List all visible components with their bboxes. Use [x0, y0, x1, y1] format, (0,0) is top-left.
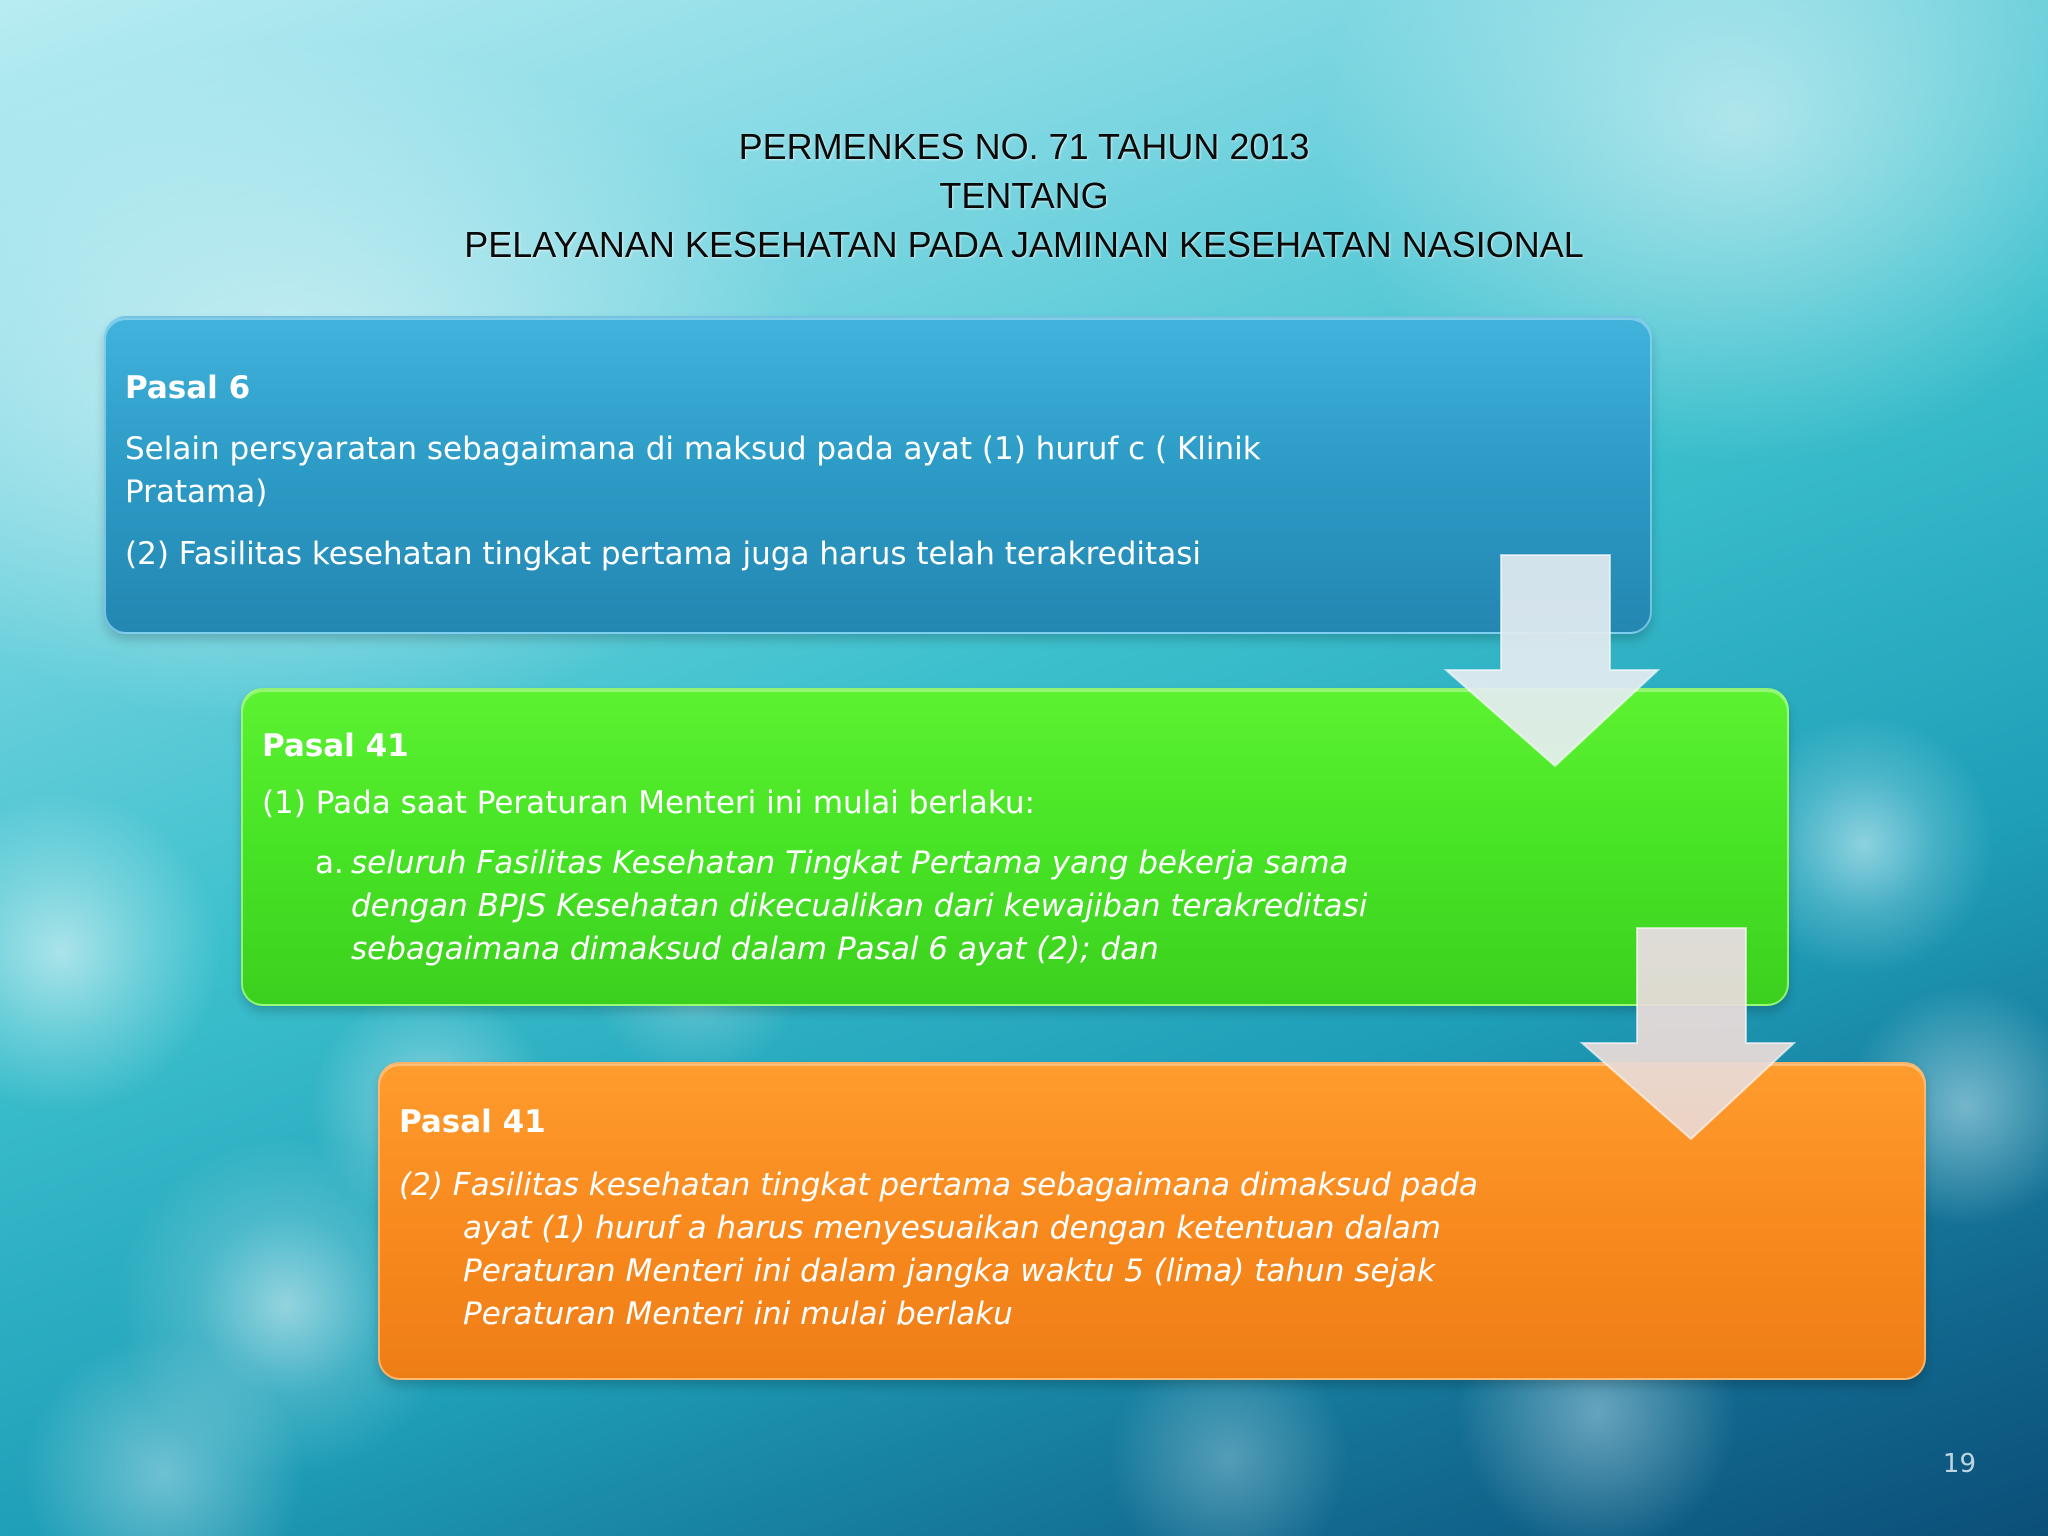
list-item-marker: a.: [315, 845, 344, 881]
list-item-line: dengan BPJS Kesehatan dikecualikan dari kewajiban terakreditasi: [351, 888, 1368, 924]
box-text-line: ayat (1) huruf a harus menyesuaikan dengan ketentuan dalam: [463, 1210, 1441, 1246]
box-heading: Pasal 41: [399, 1104, 546, 1140]
box-heading: Pasal 6: [125, 370, 251, 406]
box-text-line: Peraturan Menteri ini mulai berlaku: [463, 1296, 1013, 1332]
pasal-6-box: [104, 316, 1652, 634]
box-text-line: Pratama): [125, 474, 268, 510]
box-text-line: (2) Fasilitas kesehatan tingkat pertama juga harus telah terakreditasi: [125, 536, 1201, 572]
list-item-line: sebagaimana dimaksud dalam Pasal 6 ayat (2); dan: [351, 931, 1159, 967]
slide-title: [0, 122, 2048, 269]
box-heading: Pasal 41: [262, 728, 409, 764]
title-line-2: TENTANG: [939, 175, 1109, 216]
box-text-line: (2) Fasilitas kesehatan tingkat pertama sebagaimana dimaksud pada: [399, 1167, 1479, 1203]
box-text-line: Selain persyaratan sebagaimana di maksud pada ayat (1) huruf c ( Klinik: [125, 431, 1261, 467]
down-arrow-1-icon: [1440, 552, 1660, 772]
title-line-3: PELAYANAN KESEHATAN PADA JAMINAN KESEHATAN NASIONAL: [464, 224, 1584, 265]
down-arrow-2-icon: [1576, 925, 1796, 1145]
box-text-line: Peraturan Menteri ini dalam jangka waktu 5 (lima) tahun sejak: [463, 1253, 1435, 1289]
page-number: 19: [1942, 1449, 1976, 1479]
list-item-line: seluruh Fasilitas Kesehatan Tingkat Pertama yang bekerja sama: [351, 845, 1349, 881]
title-line-1: PERMENKES NO. 71 TAHUN 2013: [738, 126, 1310, 167]
box-text-line: (1) Pada saat Peraturan Menteri ini mulai berlaku:: [262, 785, 1035, 821]
